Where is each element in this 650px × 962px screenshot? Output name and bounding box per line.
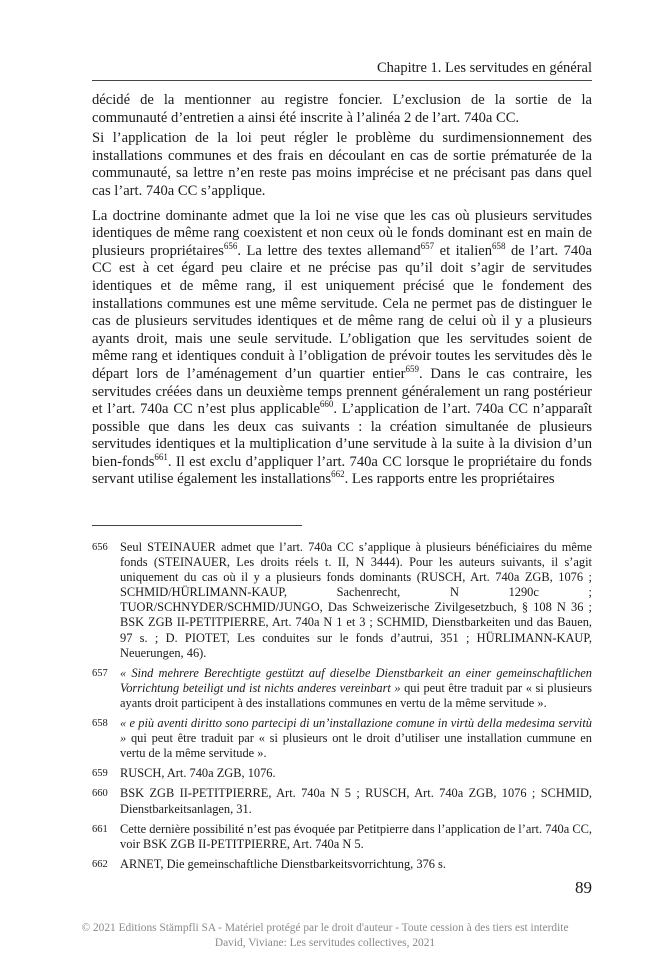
- page-number: 89: [575, 878, 592, 897]
- footnote-number: 662: [92, 858, 108, 870]
- footnote-ref[interactable]: 661: [154, 452, 168, 463]
- footnote-quote: « Sind mehrere Berechtigte gestützt auf dieselbe Dienstbarkeit an einer gemeinschaftlichen Vorrichtung beteiligt und ist nichts anderes vereinbart »: [120, 665, 592, 695]
- paragraph-3-text: . L’application de l’art. 740a CC n’apparaît possible que dans les deux cas suivants : la création simultanée de plusieurs servitudes identiques et la multiplication d’une servitude à la suite à la division d’un bien-fonds: [92, 401, 592, 470]
- footnote-text: Seul STEINAUER admet que l’art. 740a CC s’applique à plusieurs bénéficiaires du même fonds (STEINAUER, Les droits réels t. II, N 3444). Pour les auteurs suivants, il s’agit uniquement du cas où il y a plusieurs fonds dominants (RUSCH, Art. 740a ZGB, 1076 ; SCHMID/HÜRLIMANN-KAUP, Sachenrecht, N 1290c ; TUOR/SCHNYDER/SCHMID/JUNGO, Das Schweizerische Zivilgesetzbuch, § 108 N 36 ; BSK ZGB II-PETITPIERRE, Art. 740a N 1 et 3 ; SCHMID, Dienstbarkeiten und das Bauen, 97 s. ; D. PIOTET, Les conduites sur le fonds d’autrui, 351 ; HÜRLIMANN-KAUP, Neuerungen, 46).: [120, 540, 592, 660]
- footnote-657: [92, 666, 592, 711]
- footnote-number: 658: [92, 718, 108, 730]
- footnote-number: 660: [92, 788, 108, 800]
- paragraph-3-text: et italien: [434, 242, 493, 259]
- footnote-number: 659: [92, 768, 108, 780]
- chapter-title: Chapitre 1. Les servitudes en général: [376, 60, 592, 76]
- running-header: [92, 60, 592, 81]
- paragraph-3: [92, 208, 592, 490]
- footnote-number: 657: [92, 667, 108, 679]
- footnote-662: [92, 857, 592, 872]
- footnote-ref[interactable]: 662: [331, 469, 345, 480]
- footnote-translation: qui peut être traduit par « si plusieurs ayants droit participent à des installations communes en vertu de la même servitude ».: [120, 680, 592, 710]
- footnote-number: 656: [92, 542, 108, 553]
- footnote-ref[interactable]: 656: [223, 240, 238, 251]
- footnote-divider: [92, 525, 302, 526]
- paragraph-3-text: de l’art. 740a CC est à cet égard peu claire et ne précise pas qu’il doit s’agir de servitudes identiques et de même rang, il est uniquement précisé que le fondement des installations communes est une même servitude. Cela ne permet pas de distinguer le cas de plusieurs servitudes identiques et de même rang de celui où il y a plusieurs ayants droit, mais une seule servitude. L’obligation que les servitudes soient de même rang et identiques conduit à l’obligation de prévoir toutes les servitudes dès le départ lors de l’aménagement d’un quartier entier: [92, 242, 592, 382]
- paragraph-1: décidé de la mentionner au registre foncier. L’exclusion de la sortie de la communauté d’entretien a ainsi été inscrite à l’alinéa 2 de l’art. 740a CC.: [92, 92, 592, 126]
- footnote-ref[interactable]: 657: [420, 240, 435, 251]
- footnote-659: [92, 766, 592, 781]
- footnote-ref[interactable]: 658: [492, 240, 506, 251]
- footnote-text: BSK ZGB II-PETITPIERRE, Art. 740a N 5 ; RUSCH, Art. 740a ZGB, 1076 ; SCHMID, Dienstbarkeitsanlagen, 31.: [120, 786, 592, 816]
- paragraph-3-text: . Les rapports entre les propriétaires: [344, 471, 555, 488]
- footnote-quote: « e più aventi diritto sono partecipi di un’installazione comune in virtù della medesima servitù »: [120, 716, 592, 746]
- paragraph-2: Si l’application de la loi peut régler le problème du surdimensionnement des installations communes et des frais en découlant en cas de sortie prématurée de la communauté, sa lettre n’en reste pas moins imprécise et ne précisant pas dans quel cas l’art. 740a CC s’applique.: [92, 130, 592, 199]
- paragraph-3-text: . La lettre des textes allemand: [237, 242, 421, 259]
- paragraph-3-text: La doctrine dominante admet que la loi ne vise que les cas où plusieurs servitudes identiques de même rang coexistent et non ceux où le fonds dominant est en main de plusieurs propriétaires: [92, 207, 592, 259]
- footnote-656: [92, 540, 592, 661]
- footnote-translation: qui peut être traduit par « si plusieurs ont le droit d’utiliser une installation cummune en vertu de la même servitude ».: [120, 731, 592, 761]
- paragraph-3-text: . Il est exclu d’appliquer l’art. 740a CC lorsque le propriétaire du fonds servant utilise également les installations: [92, 453, 592, 488]
- footnotes: [92, 540, 592, 877]
- footnote-ref[interactable]: 660: [319, 399, 334, 410]
- footnote-658: [92, 716, 592, 761]
- book-citation: David, Viviane: Les servitudes collectives, 2021: [214, 937, 436, 949]
- footnote-text: [120, 716, 592, 761]
- paragraph-3-text: . Dans le cas contraire, les servitudes créées dans un deuxième temps prennent généralement un rang postérieur et l’art. 740a CC n’est plus applicable: [92, 365, 592, 418]
- main-text: [92, 92, 592, 496]
- footnote-ref[interactable]: 659: [405, 364, 420, 375]
- copyright-notice: [0, 921, 650, 951]
- footnote-text: [120, 666, 592, 711]
- footnote-text: ARNET, Die gemeinschaftliche Dienstbarkeitsvorrichtung, 376 s.: [120, 856, 446, 871]
- footnote-number: 661: [92, 823, 108, 835]
- copyright-line: © 2021 Editions Stämpfli SA - Matériel protégé par le droit d'auteur - Toute cession à des tiers est interdite: [81, 922, 569, 934]
- footnote-text: Cette dernière possibilité n’est pas évoquée par Petitpierre dans l’application de l’art. 740a CC, voir BSK ZGB II-PETITPIERRE, Art. 740a N 5.: [120, 821, 592, 851]
- footnote-661: [92, 822, 592, 852]
- footnote-660: [92, 786, 592, 816]
- footnote-text: RUSCH, Art. 740a ZGB, 1076.: [120, 766, 276, 781]
